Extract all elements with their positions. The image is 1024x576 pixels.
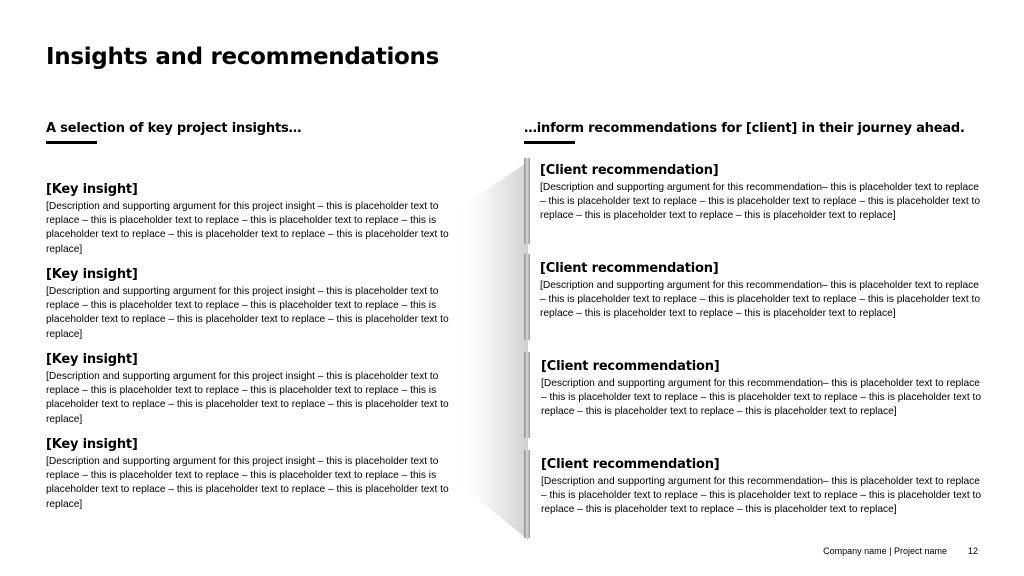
insight-title: [Key insight] xyxy=(46,352,138,367)
recommendation-title: [Client recommendation] xyxy=(540,261,719,276)
recommendation-description: [Description and supporting argument for this recommendation– this is placeholder text to replace – this is placeholder text to replace – this is placeholder text to replace – this is placeholder text to replace – this is placeholder text to replace – this is placeholder text to replace] xyxy=(540,280,981,320)
recommendation-description: [Description and supporting argument for this recommendation– this is placeholder text to replace – this is placeholder text to replace – this is placeholder text to replace – this is placeholder text to replace – this is placeholder text to replace – this is placeholder text to replace] xyxy=(541,378,982,418)
recommendation-title: [Client recommendation] xyxy=(540,163,719,178)
recommendation-description: [Description and supporting argument for this recommendation– this is placeholder text to replace – this is placeholder text to replace – this is placeholder text to replace – this is placeholder text to replace – this is placeholder text to replace – this is placeholder text to replace] xyxy=(541,476,982,516)
insights-heading-underline xyxy=(46,141,97,144)
insight-title: [Key insight] xyxy=(46,437,138,452)
insight-title: [Key insight] xyxy=(46,267,138,282)
page-number: 12 xyxy=(967,546,978,556)
recommendation-block xyxy=(541,359,981,420)
recommendation-block xyxy=(540,163,980,224)
insight-block xyxy=(46,352,464,427)
recommendation-title: [Client recommendation] xyxy=(541,457,720,472)
recommendation-title: [Client recommendation] xyxy=(541,359,720,374)
insights-heading: A selection of key project insights… xyxy=(46,121,302,136)
insight-description: [Description and supporting argument for this project insight – this is placeholder text to replace – this is placeholder text to replace – this is placeholder text to replace – this is placeholder text to replace – this is placeholder text to replace – this is placeholder text to replace] xyxy=(46,456,449,510)
recommendation-block xyxy=(540,261,980,322)
insight-block xyxy=(46,182,464,257)
insight-block xyxy=(46,437,464,512)
recommendation-bar-2 xyxy=(524,254,530,340)
recommendation-bar-1 xyxy=(524,158,530,244)
recommendations-heading: …inform recommendations for [client] in their journey ahead. xyxy=(524,121,965,136)
insight-block xyxy=(46,267,464,342)
recommendation-description: [Description and supporting argument for this recommendation– this is placeholder text to replace – this is placeholder text to replace – this is placeholder text to replace – this is placeholder text to replace – this is placeholder text to replace – this is placeholder text to replace] xyxy=(540,182,981,222)
insight-description: [Description and supporting argument for this project insight – this is placeholder text to replace – this is placeholder text to replace – this is placeholder text to replace – this is placeholder text to replace – this is placeholder text to replace – this is placeholder text to replace] xyxy=(46,286,449,340)
page-title: Insights and recommendations xyxy=(46,44,440,70)
insight-description: [Description and supporting argument for this project insight – this is placeholder text to replace – this is placeholder text to replace – this is placeholder text to replace – this is placeholder text to replace – this is placeholder text to replace – this is placeholder text to replace] xyxy=(46,371,449,425)
funnel-shape xyxy=(455,162,528,540)
recommendation-block xyxy=(541,457,981,518)
footer-company-project: Company name | Project name xyxy=(823,546,947,556)
insight-title: [Key insight] xyxy=(46,182,138,197)
insight-description: [Description and supporting argument for this project insight – this is placeholder text to replace – this is placeholder text to replace – this is placeholder text to replace – this is placeholder text to replace – this is placeholder text to replace – this is placeholder text to replace] xyxy=(46,201,449,255)
recommendations-heading-underline xyxy=(524,141,575,144)
recommendation-bar-3 xyxy=(524,352,530,438)
recommendation-bar-4 xyxy=(524,450,530,538)
